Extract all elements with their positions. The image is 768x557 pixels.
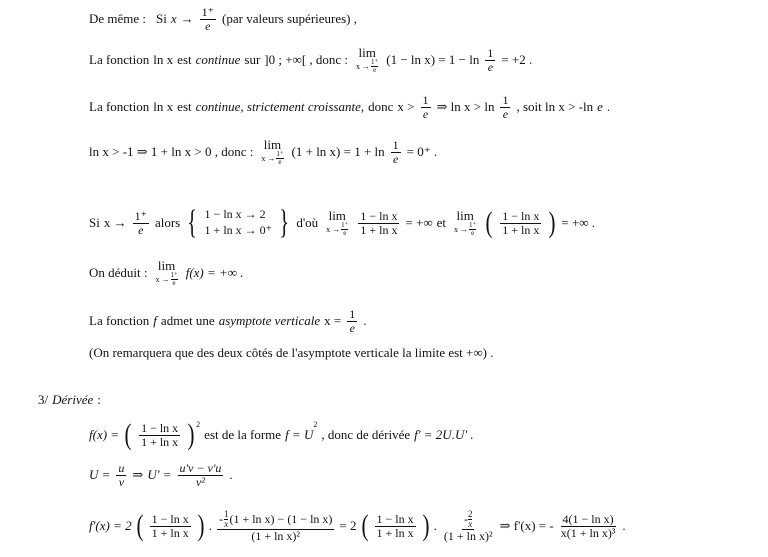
section-number: 3/ (38, 392, 49, 407)
math: ⇒ ln x > ln (436, 99, 495, 115)
text: est (177, 52, 192, 67)
math: = 2 (339, 518, 357, 534)
line-remarque (89, 345, 493, 361)
line-fprime-calcul: f'(x) = 2 ( $\frac{\text{1 − ln x}}{\text{1 + ln x}}$ ) . - 1 x (1 + ln x) − (1 − ln x) (1 + ln x)² = 2 ( $\frac{\text{1 − ln x}}{\text{1 + ln x}}$ ) . - 2 x (1 + ln x)² ⇒ f'(x) = - $\frac{\text{4(1 − ln x)}}{\text{x(1 + ln x)³}}$ . (89, 509, 626, 543)
fraction: $\frac{1}{e}$ (349, 307, 356, 335)
text: La fonction (89, 99, 150, 115)
text: continue, strictement croissante, (195, 99, 365, 115)
text: donc (368, 99, 394, 115)
text: sur (244, 52, 261, 67)
left-brace: { (187, 204, 198, 241)
math-var: x (170, 11, 177, 27)
math: x → (103, 215, 127, 230)
line-ln-sup-moins-un (89, 138, 437, 166)
right-brace: } (279, 204, 290, 241)
left-paren: ( (136, 509, 144, 543)
math: (1 − ln x) = 1 − ln (386, 52, 480, 67)
math: ⇒ (132, 467, 144, 483)
text: continue (195, 52, 241, 67)
line-si-alors (89, 206, 595, 240)
line-on-deduit (89, 259, 244, 287)
math: f = U (285, 427, 314, 442)
section-title: Dérivée (52, 392, 94, 407)
limit: lim x → 1⁺ e (155, 258, 178, 287)
fraction: $\frac{1}{e}$ (502, 93, 509, 121)
fraction: $\frac{\text{1 − ln x}}{\text{1 + ln x}}$ (502, 208, 540, 237)
text: La fonction (89, 52, 150, 67)
left-paren: ( (124, 418, 132, 451)
text: asymptote verticale (218, 313, 321, 329)
right-paren: ) (422, 509, 430, 543)
math: x = (324, 313, 342, 329)
text: . (229, 467, 233, 483)
text: (par valeurs supérieures) , (222, 11, 358, 27)
limit: lim x → 1⁺ e (326, 208, 349, 237)
math: x > (397, 99, 415, 115)
math: f'(x) = 2 (89, 518, 132, 534)
exponent: 2 (313, 420, 318, 429)
text: . (363, 313, 367, 329)
math: ln x > -1 ⇒ 1 + ln x > 0 , donc : (89, 144, 254, 159)
math: f' = 2U.U' . (414, 427, 474, 442)
math: ln x (153, 99, 174, 115)
text: . (606, 99, 611, 115)
text: est (177, 99, 192, 115)
math: U = (89, 467, 111, 483)
line-croissante (89, 94, 610, 120)
limit: lim x → 1⁺ e (454, 208, 477, 237)
fraction: $\frac{\text{1 − ln x}}{\text{1 + ln x}}$ (151, 512, 189, 540)
math: = 0⁺ . (406, 144, 438, 159)
line-fx-definition (89, 420, 474, 450)
big-fraction: - 1 x (1 + ln x) − (1 − ln x) (1 + ln x)² (218, 509, 333, 543)
text: La fonction (89, 313, 150, 329)
line-fonction-continue (89, 46, 532, 74)
text: , donc de dérivée (321, 427, 411, 442)
line-asymptote (89, 308, 367, 334)
line-de-meme (89, 6, 357, 32)
fraction: $\frac{1}{e}$ (487, 45, 494, 74)
right-paren: ) (187, 418, 195, 451)
math: (1 + ln x) = 1 + ln (291, 144, 385, 159)
fraction: $\frac{u}{v}$ (118, 461, 125, 489)
text: . (622, 518, 626, 534)
text: : (97, 392, 101, 407)
fraction: $\frac{1^+}{e}$ (134, 208, 147, 237)
text: et (436, 215, 447, 230)
fraction: $\frac{1}{e}$ (392, 137, 399, 166)
fraction: $\frac{\text{4(1 − ln x)}}{\text{x(1 + ln x)³}}$ (560, 512, 616, 540)
text: alors (154, 215, 181, 230)
right-paren: ) (197, 509, 205, 543)
limit: lim x → 1⁺ e (261, 137, 284, 166)
text: On déduit : (89, 265, 148, 280)
math-var: f (153, 313, 157, 329)
math: = +∞ (405, 215, 433, 230)
text: (On remarquera que des deux côtés de l'asymptote verticale la limite est +∞) . (89, 345, 494, 360)
left-paren: ( (361, 509, 369, 543)
arrow: → (180, 11, 194, 27)
text: De même : (89, 11, 147, 27)
math: ln x (153, 52, 174, 67)
left-paren: ( (485, 206, 493, 239)
math: ]0 ; +∞[ , donc : (264, 52, 349, 67)
math: = +∞ . (561, 215, 596, 230)
math-var: e (597, 99, 603, 115)
text: Si (89, 215, 100, 230)
fraction: $\frac{1^+}{e}$ (201, 5, 215, 33)
fraction: $\frac{\text{1 − ln x}}{\text{1 + ln x}}$ (141, 420, 179, 449)
right-paren: ) (548, 206, 556, 239)
text: admet une (160, 313, 215, 329)
math: f(x) = +∞ . (185, 265, 244, 280)
exponent: 2 (196, 420, 201, 429)
text: Si (156, 11, 167, 27)
limit: lim x → 1⁺ e (356, 45, 379, 74)
text: d'où (296, 215, 319, 230)
fraction: $\frac{\text{1 − ln x}}{\text{1 + ln x}}$ (360, 208, 398, 237)
math: , soit ln x > -ln (516, 99, 594, 115)
math: ⇒ f'(x) = - (499, 518, 554, 534)
section-derivee-heading (38, 392, 101, 408)
fraction: - 2 x (1 + ln x)² (443, 509, 493, 543)
math: U' = (147, 467, 172, 483)
system: 1 − ln x → 2 1 + ln x → 0⁺ (204, 207, 272, 237)
fraction: $\frac{\text{1 − ln x}}{\text{1 + ln x}}$ (376, 512, 414, 540)
math: = +2 . (501, 52, 533, 67)
fraction: $\frac{1}{e}$ (422, 93, 429, 121)
fraction: $\frac{u'v - v'u}{\text{v²}}$ (179, 461, 222, 489)
line-u-derivee (89, 462, 233, 488)
math: f(x) = (89, 427, 120, 442)
text: est de la forme (204, 427, 282, 442)
